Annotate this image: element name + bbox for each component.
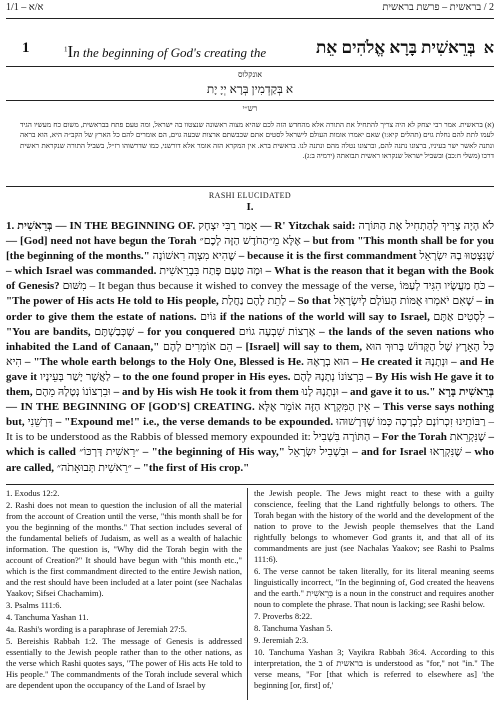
rashi-rule [6,186,494,187]
footnote: 2. Rashi does not mean to question the inclusion of all the material from the account of Creation until the verse, "this month shall be for you the beginning of the months." That section includes several of the fundamental beliefs of Judaism, as well as a wealth of halachic information. The question is, "Why did the Torah begin with the account of Creation?" It should have begun with "this month etc.," which is the first commandment directed to the entire Jewish nation, and the rest should have been included at a later point (see Nachalas Yaakov; Sifsei Chachamim). [6,500,242,598]
hebrew-quote: כָּל הָאָרֶץ שֶׁל הַקָּדוֹשׁ בָּרוּךְ הוּא הִיא [6,340,494,368]
footnote: 4a. Rashi's wording is a paraphrase of Jeremiah 27:5. [6,624,187,634]
hebrew-quote: בְּרֵאשִׁית בָּרָא [438,386,494,399]
hebrew-quote: שֶׁהִיא מִצְוָה רִאשׁוֹנָה [152,250,236,263]
onkelos-rule [6,100,494,101]
english-gloss: — [God] need not have begun the Torah [6,235,200,248]
hebrew-quote: גּוֹיִם [200,310,217,323]
english-gloss: if the nations of the world will say to Israel, [216,310,434,323]
verse-number: 1 [22,40,30,56]
verse-hebrew-text: בְּרֵאשִׁית בָּרָא אֱלֹהִים אֵת [315,38,476,57]
footnote: 7. Proverbs 8:22. [254,611,313,621]
english-gloss: – By His wish He gave it to them, [6,370,494,399]
english-gloss: – but from "This month shall be for you [the beginning of the months." [6,235,495,263]
english-gloss: – in order to give them the estate of nations. [6,295,495,323]
hebrew-quote: בִּשְׁבִיל [313,431,340,444]
english-gloss: — IN THE BEGINNING OF [GOD'S] CREATING. [6,401,259,414]
english-gloss: – who are called, [6,446,494,474]
footnote: 1. Exodus 12:2. [6,488,60,498]
english-gloss: – because it is the first commandment [235,250,420,263]
english-gloss: – for you conquered [134,325,239,338]
rashi-hebrew-text: (א) בראשית. אמר רבי יצחק לא היה צריך להתחיל את התורה אלא מהחדש הזה לכם שהיא מצוה ראשונה שנצטוו בה ישראל, ומה טעם פתח בבראשית, משום כח מעשיו הגיד לעמו לתת להם נחלת גוים (תהלים קיא:ו) שאם יאמרו אומות העולם לישראל לסטים אתם שכבשתם ארצות שבעה גוים, הם אומרים להם כל הארץ של הקב״ה היא, הוא בראה ונתנה לאשר ישר בעיניו, ברצונו נתנה להם, וברצונו נטלה מהם ונתנה לנו. בראשית ברא. אין המקרא הזה אומר אלא דורשני, כמו שדרשוהו רז״ל, בשביל התורה שנקראת ראשית דרכו (משלי ח:כב) ובשביל ישראל שנקראו ראשית תבואתה (ירמיה ב:ג). [20,121,494,161]
hebrew-quote: בִּרְצוֹנוֹ נְתָנָהּ לָהֶם [293,370,364,383]
footnote: 3. Psalms 111:6. [6,600,62,610]
hebrew-quote: ״רֵאשִׁית דַּרְכּוֹ״ [79,446,140,459]
para-number: 1. [6,220,15,232]
onkelos-text: א בְּקַדְמִין בְּרָא יְיָ יָת [206,82,294,96]
english-gloss: – For the Torah [370,431,450,444]
hebrew-quote: לִסְטִים אַתֶּם [433,310,485,323]
hebrew-quote: לֹא הָיָה צָרִיךְ לְהַתְחִיל אֶת הַתּוֹרָה [358,220,495,232]
hebrew-quote: הֵם אוֹמְרִים לָהֶם [163,340,233,353]
rashi-elucidated-title: RASHI ELUCIDATED [208,191,292,200]
hebrew-quote: הַתּוֹרָה [342,431,371,444]
english-gloss: — IN THE BEGINNING OF. [52,220,199,232]
english-gloss: – What is the reason that it began with the Book of Genesis? [6,265,494,293]
footnote: 9. Jeremiah 2:3. [254,635,309,645]
english-gloss: – This verse says nothing but, [6,401,495,429]
english-gloss: – which Israel was commanded. [6,265,160,278]
hebrew-quote: רַבּוֹתֵינוּ זִכְרוֹנָם לִבְרָכָה [395,416,486,429]
footnote: 5. Bereishis Rabbah 1:2. The message of Genesis is addressed essentially to the Jewish people rather than to the other nations, as the verse which Rashi quotes says, "The power of His acts He told to His people." The commandments of the Torah include several which are dependent upon the occupancy of the Land of Israel by [6,636,242,690]
hebrew-quote: אֵין הַמִּקְרָא הַזֶּה אוֹמֵר אֶלָּא [258,401,371,414]
onkelos-label: אונקלוס [237,70,263,79]
english-gloss: – It began thus because it wished to convey the message of the verse, [86,280,400,293]
english-gloss: – [Israel] will say to them, [232,340,366,353]
english-gloss: – which is called [6,431,495,459]
hebrew-quote: ״רֵאשִׁית תְּבוּאָתֹה״ [56,461,132,474]
english-gloss: – "The whole earth belongs to the Holy One, Blessed is He. [21,355,307,368]
english-gloss: — R' Yitzchak said: [257,220,359,232]
english-gloss: – to the one found proper in His eyes. [110,370,294,383]
footnote: 8. Tanchuma Yashan 5. [254,623,333,633]
hebrew-quote: וּנְתָנָהּ [425,355,449,368]
verse-english-text: n the beginning of God's creating the [73,45,267,60]
hebrew-quote: שֶׁכְּבַשְׁתֶּם [94,325,135,338]
hebrew-quote: אֶלָּא מֵ״הַחֹדֶשׁ הַזֶּה לָכֶם״ [199,235,301,248]
english-gloss: – "the beginning of His way," [139,446,289,459]
header-chapter-verse: א/א – 1/1 [6,2,44,13]
rashi-label: רש״י [242,104,258,113]
english-gloss: – and by His wish He took it from them [110,386,302,399]
hebrew-quote: אָמַר רַבִּי יִצְחָק [198,220,258,232]
english-gloss: – and He gave it [6,355,494,383]
hebrew-quote: אַרְצוֹת שִׁבְעָה גוֹיִם [238,325,316,338]
hebrew-quote: שֶׁנִּקְרְאוּ [429,446,463,459]
english-gloss: – It is to be understood as the Rabbis of blessed memory expounded it: [6,416,495,444]
footnotes-left-column [6,488,242,692]
notes-rule [6,484,494,485]
hebrew-quote: דָּרְשֵׁנִי [27,416,53,429]
verse-english-sup: 1 [64,45,68,54]
hebrew-quote: שֶׁנִּקְרֵאת [449,431,486,444]
header-rule [6,18,494,19]
hebrew-quote: וּנְתָנָהּ לָנוּ [301,386,339,399]
rashi-elucidated-body [6,219,494,476]
hebrew-quote: מִשּׁוּם [62,280,87,293]
english-gloss: – So that [286,295,334,308]
hebrew-quote: וּבִרְצוֹנוֹ נְטָלָהּ מֵהֶם [35,386,111,399]
verse-english-dropcap: I [67,42,74,61]
header-book-title: 2 / בראשית – פרשת בראשית [382,2,494,13]
footnotes-right-column [254,488,494,692]
english-gloss: – "Expound me!" i.e., the verse demands to be expounded. [52,416,337,429]
hebrew-quote: שֶׁנִּצְטַוּוּ בָהּ יִשְׂרָאֵל [419,250,495,263]
hebrew-quote: שֶׁאִם יֹאמְרוּ אֻמּוֹת הָעוֹלָם לְיִשְׂרָאֵל [333,295,474,308]
footnote: the Jewish people. The Jews might react to these with a guilty conscience, feeling that the Land rightfully belongs to others. The Torah began with the history of the world and the development of the nation to prove to the Jewish people themselves that the Land rightfully belongs to whomever God grants it, and that all of its commandments are just (see Nachalas Yaakov; see Rashi to Psalms 111:6). [254,488,494,564]
english-gloss: – He created it [349,355,426,368]
verse-rule [6,66,494,67]
hebrew-quote: הוּא בְרָאָהּ [306,355,350,368]
footnote: 10. Tanchuma Yashan 3; Vayikra Rabbah 36:4. According to this interpretation, the ב of בראשית is understood as "for," not "in." The verse means, "For [that which is referred to elsewhere as] 'the beginning [or, first] of,' [254,647,494,690]
english-gloss: – the lands of the seven nations who inhabited the Land of Canaan," [6,325,494,353]
english-gloss: – and gave it to us." [338,386,436,399]
notes-column-divider [247,488,248,700]
hebrew-quote: וּבִשְׁבִיל יִשְׂרָאֵל [288,446,349,459]
verse-hebrew-letter: א [483,40,494,57]
footnote: 4. Tanchuma Yashan 11. [6,612,89,622]
hebrew-quote: בְּרֵאשִׁית [17,220,53,232]
english-gloss: – "The power of His acts He told to His people, [6,280,494,308]
english-gloss: – and for Israel [348,446,430,459]
hebrew-quote: לַאֲשֶׁר יָשַׁר בְּעֵינָיו [40,370,111,383]
footnote: 6. The verse cannot be taken literally, for its literal meaning seems linguistically incorrect, "In the beginning of, God created the heavens and the earth." בְּרֵאשִׁית is a noun in the construct and requires another noun to complete the phrase. That noun is lacking; see Rashi below. [254,566,494,609]
english-gloss: – "the first of His crop." [131,461,250,474]
english-gloss: – "You are bandits, [6,310,494,338]
verse-hebrew [316,38,494,58]
verse-english [64,42,266,62]
section-number: I. [246,201,254,213]
hebrew-quote: כְּמוֹ שֶׁדְּרָשׁוּהוּ [336,416,393,429]
hebrew-quote: וּמָה טַעַם פָּתַח בִּבְרֵאשִׁית [159,265,263,278]
hebrew-quote: כֹּחַ מַעֲשָׂיו הִגִּיד לְעַמּוֹ [399,280,486,293]
hebrew-quote: לָתֵת לָהֶם נַחֲלַת [221,295,287,308]
page-header [6,2,494,18]
